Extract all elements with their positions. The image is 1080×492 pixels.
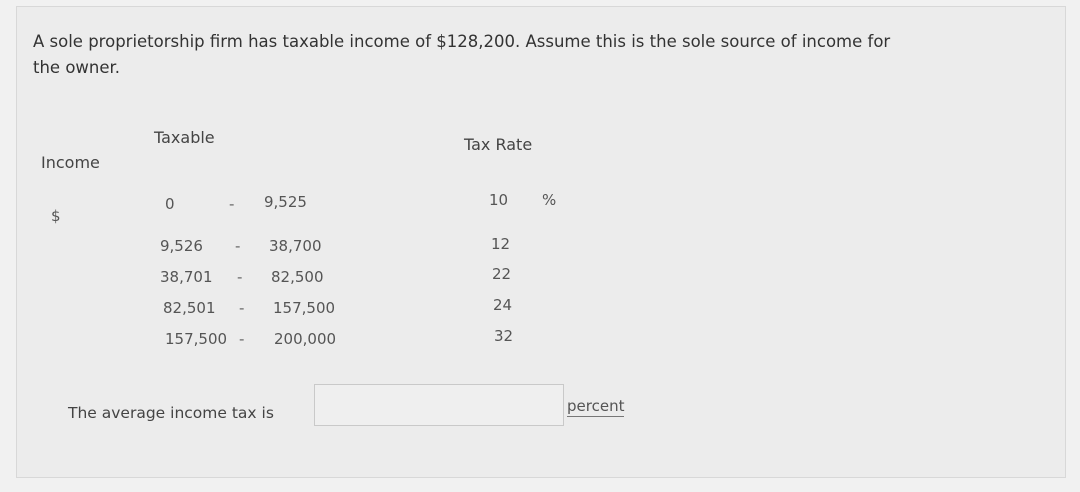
question-card bbox=[16, 6, 1066, 478]
table-row-4-dash: - bbox=[239, 330, 245, 348]
header-taxable: Taxable bbox=[154, 128, 215, 147]
question-line-1: A sole proprietorship firm has taxable income of $128,200. Assume this is the sole source of income for bbox=[33, 32, 891, 51]
answer-prompt: The average income tax is bbox=[68, 404, 274, 422]
table-row-0-dash: - bbox=[229, 195, 235, 213]
table-row-2-rate: 22 bbox=[492, 265, 512, 283]
table-row-4-low: 157,500 bbox=[165, 330, 228, 348]
table-row-1-low: 9,526 bbox=[160, 237, 203, 255]
table-row-3-low: 82,501 bbox=[163, 299, 216, 317]
table-row-3-dash: - bbox=[239, 299, 245, 317]
header-tax-rate: Tax Rate bbox=[464, 135, 533, 154]
table-row-3-high: 157,500 bbox=[273, 299, 336, 317]
table-row-1-high: 38,700 bbox=[269, 237, 322, 255]
question-line-2: the owner. bbox=[33, 58, 121, 77]
table-row-2-dash: - bbox=[237, 268, 243, 286]
currency-symbol: $ bbox=[51, 207, 61, 225]
table-row-4-rate: 32 bbox=[494, 327, 514, 345]
average-tax-input[interactable] bbox=[314, 384, 564, 426]
table-row-0-low: 0 bbox=[165, 195, 175, 213]
table-row-1-dash: - bbox=[235, 237, 241, 255]
table-row-4-high: 200,000 bbox=[274, 330, 337, 348]
table-row-3-rate: 24 bbox=[493, 296, 513, 314]
table-row-2-low: 38,701 bbox=[160, 268, 213, 286]
table-row-0-rate: 10 bbox=[489, 191, 509, 209]
question-text bbox=[33, 29, 1043, 81]
table-row-0-high: 9,525 bbox=[264, 193, 307, 211]
table-row-2-high: 82,500 bbox=[271, 268, 324, 286]
header-income: Income bbox=[41, 153, 100, 172]
rate-percent-sign: % bbox=[542, 191, 557, 209]
answer-unit: percent bbox=[567, 397, 625, 415]
table-row-1-rate: 12 bbox=[491, 235, 511, 253]
